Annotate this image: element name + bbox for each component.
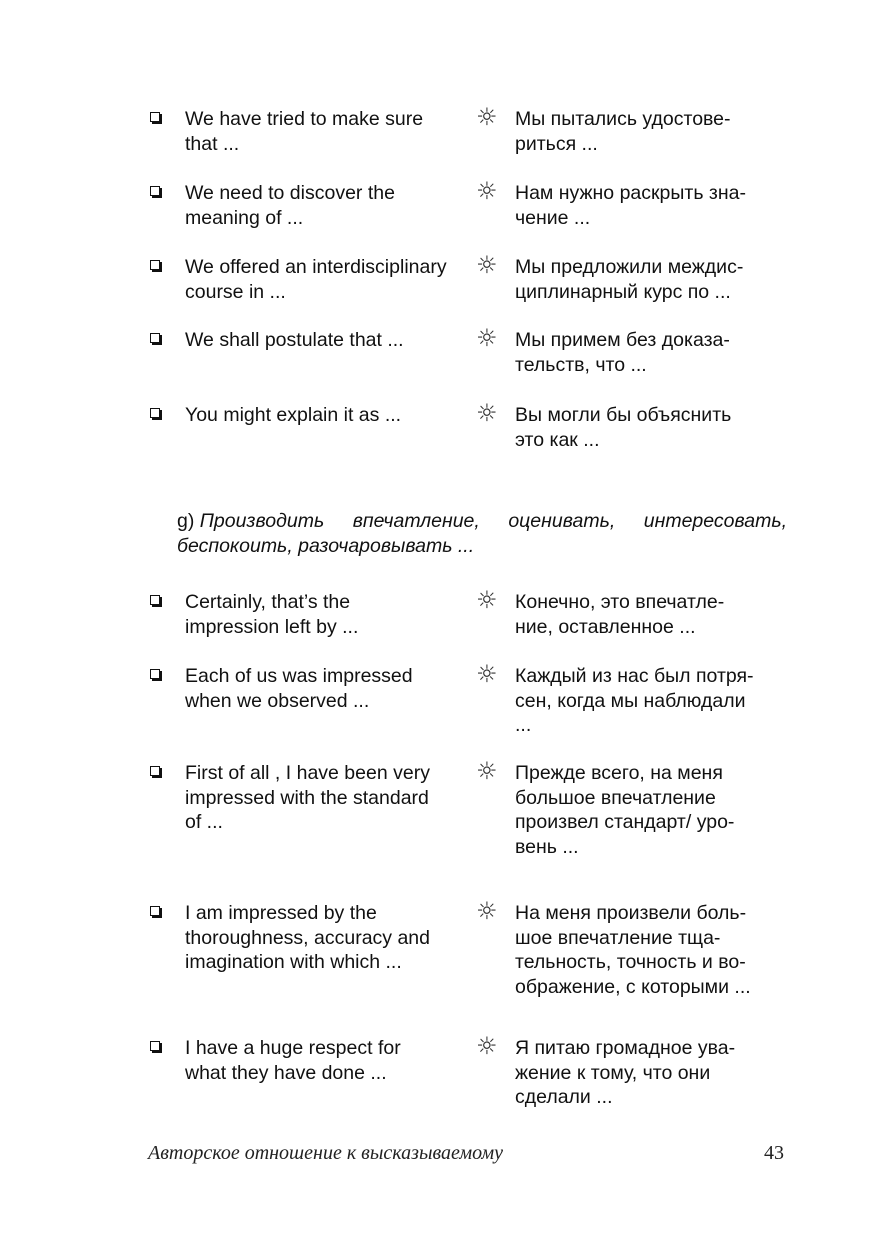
english-phrase: We have tried to make sure that ... <box>185 108 424 155</box>
english-phrase: We offered an interdisciplinary course in ... <box>185 256 447 303</box>
english-phrase: Each of us was impressed when we observed ... <box>185 665 413 712</box>
sun-icon: ☼ <box>476 586 498 614</box>
section-heading <box>177 509 787 559</box>
heading-word: Производить <box>199 510 325 532</box>
russian-translation: Конечно, это впечатле- ние, оставленное ... <box>515 591 725 638</box>
checkbox-bullet-icon <box>150 260 160 270</box>
sun-icon: ☼ <box>476 757 498 785</box>
russian-translation: На меня произвели боль- шое впечатление тща- тельность, точность и во- ображение, с которыми ... <box>515 902 751 998</box>
russian-translation: Прежде всего, на меня большое впечатление произвел стандарт/ уро- вень ... <box>515 762 735 858</box>
running-footer-title: Авторское отношение к высказываемому <box>148 1142 504 1164</box>
english-phrase: We shall postulate that ... <box>185 329 404 351</box>
heading-word: интересовать, <box>643 510 787 532</box>
english-phrase: First of all , I have been very impressed with the standard of ... <box>185 762 430 833</box>
checkbox-bullet-icon <box>150 669 160 679</box>
russian-translation: Нам нужно раскрыть зна- чение ... <box>515 182 746 229</box>
checkbox-bullet-icon <box>150 186 160 196</box>
sun-icon: ☼ <box>476 177 498 205</box>
russian-translation: Мы примем без доказа- тельств, что ... <box>515 329 730 376</box>
sun-icon: ☼ <box>476 1032 498 1060</box>
sun-icon: ☼ <box>476 103 498 131</box>
russian-translation: Я питаю громадное ува- жение к тому, что они сделали ... <box>515 1037 736 1108</box>
russian-translation: Вы могли бы объяснить это как ... <box>515 404 732 451</box>
english-phrase: You might explain it as ... <box>185 404 402 426</box>
checkbox-bullet-icon <box>150 766 160 776</box>
english-phrase: Certainly, that’s the impression left by ... <box>185 591 359 638</box>
checkbox-bullet-icon <box>150 906 160 916</box>
checkbox-bullet-icon <box>150 595 160 605</box>
checkbox-bullet-icon <box>150 333 160 343</box>
english-phrase: I am impressed by the thoroughness, accuracy and imagination with which ... <box>185 902 430 973</box>
checkbox-bullet-icon <box>150 1041 160 1051</box>
sun-icon: ☼ <box>476 251 498 279</box>
russian-translation: Мы предложили междис- циплинарный курс по ... <box>515 256 744 303</box>
english-phrase: We need to discover the meaning of ... <box>185 182 395 229</box>
page-number: 43 <box>764 1142 784 1164</box>
heading-line-1 <box>177 509 787 534</box>
heading-word: оценивать, <box>508 510 616 532</box>
checkbox-bullet-icon <box>150 112 160 122</box>
english-phrase: I have a huge respect for what they have done ... <box>185 1037 401 1084</box>
heading-line-2: беспокоить, разочаровывать ... <box>177 535 475 557</box>
russian-translation: Мы пытались удостове- риться ... <box>515 108 731 155</box>
checkbox-bullet-icon <box>150 408 160 418</box>
sun-icon: ☼ <box>476 897 498 925</box>
sun-icon: ☼ <box>476 324 498 352</box>
heading-word: впечатление, <box>352 510 480 532</box>
sun-icon: ☼ <box>476 399 498 427</box>
heading-label: g) <box>177 510 195 532</box>
russian-translation: Каждый из нас был потря- сен, когда мы наблюдали ... <box>515 665 754 736</box>
sun-icon: ☼ <box>476 660 498 688</box>
heading-word-group <box>177 509 324 534</box>
